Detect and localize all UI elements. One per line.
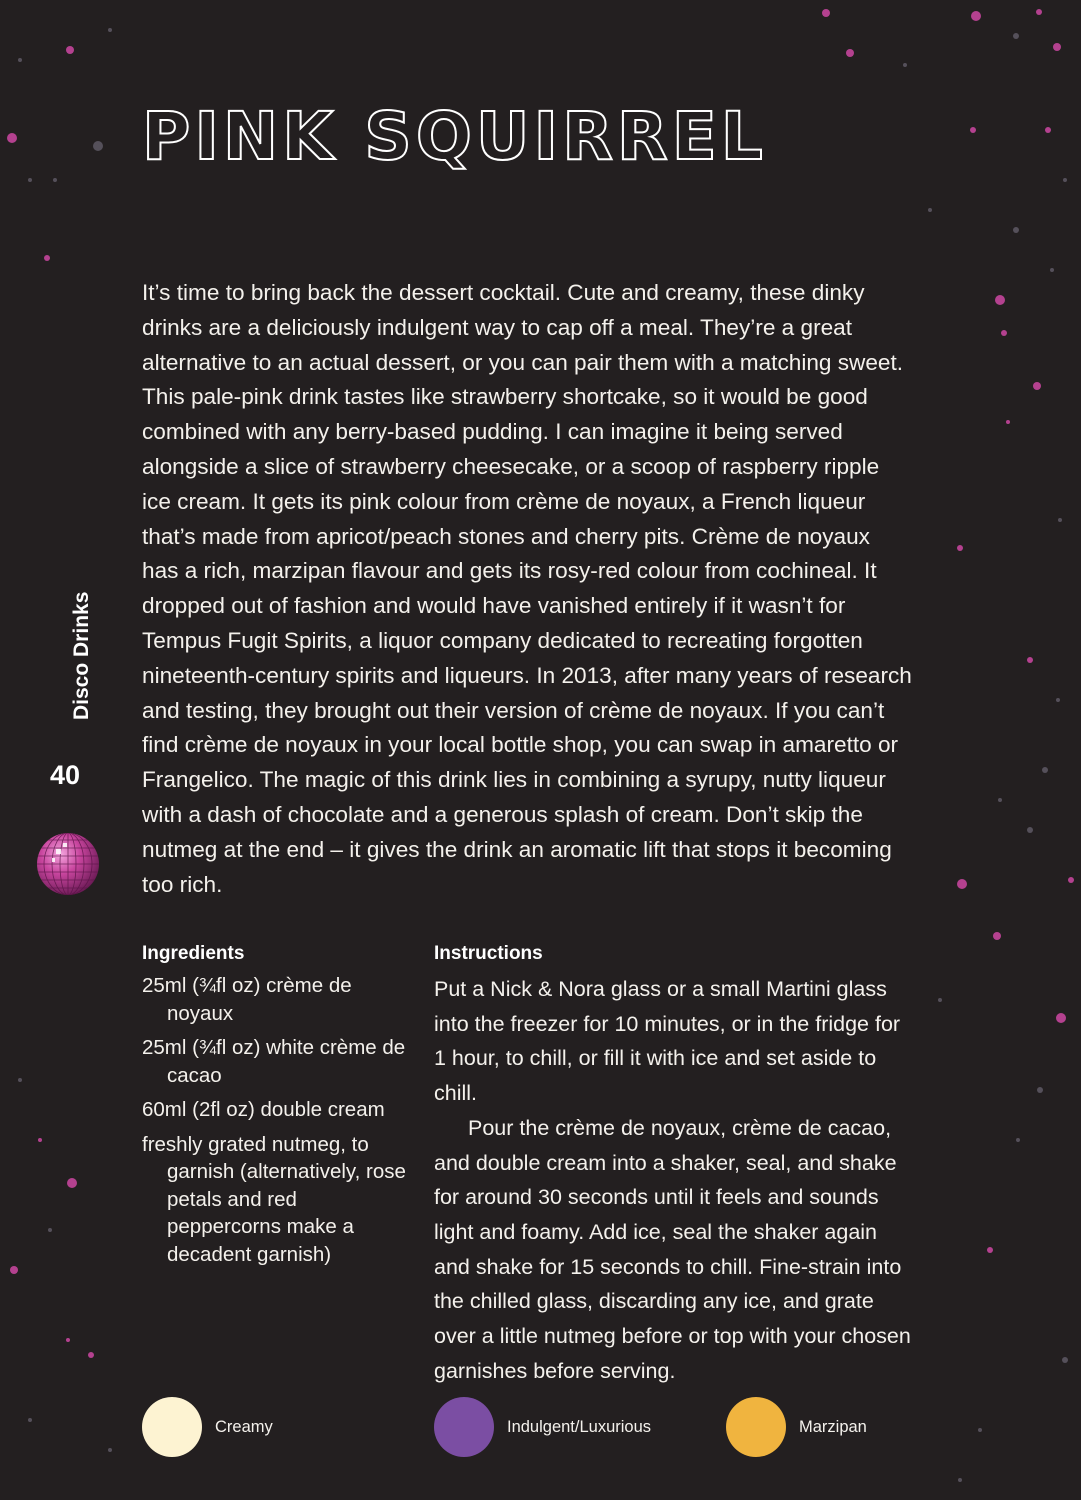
recipe-intro: It’s time to bring back the dessert cocktail. Cute and creamy, these dinky drinks are a deliciously indulgent way to cap off a meal. They’re a great alternative to an actual dessert, or you can pair them with a matching sweet. This pale-pink drink tastes like strawberry shortcake, so it would be good combined with any berry-based pudding. I can imagine it being served alongside a slice of strawberry cheesecake, or a scoop of raspberry ripple ice cream. It gets its pink colour from crème de noyaux, a French liqueur that’s made from apricot/peach stones and cherry pits. Crème de noyaux has a rich, marzipan flavour and gets its rosy-red colour from cochineal. It dropped out of fashion and would have vanished entirely if it wasn’t for Tempus Fugit Spirits, a liquor company dedicated to recreating forgotten nineteenth-century spirits and liqueurs. In 2013, after many years of research and testing, they brought out their version of crème de noyaux. If you can’t find crème de noyaux in your local bottle shop, you can swap in amaretto or Frangelico. The magic of this drink lies in combining a syrupy, nutty liqueur with a dash of chocolate and a generous splash of cream. Don’t skip the nutmeg at the end – it gives the drink an aromatic lift that stops it becoming too rich. [142, 280, 912, 897]
disco-ball-icon [36, 832, 100, 896]
ingredients-heading: Ingredients [142, 943, 245, 964]
ingredient-item: 25ml (¾fl oz) white crème de cacao [142, 1036, 406, 1087]
ingredients-section [142, 940, 412, 1275]
instructions-section [434, 940, 912, 1388]
flavour-label: Indulgent/Luxurious [507, 1417, 652, 1436]
flavour-creamy [142, 1397, 273, 1457]
ingredients-list [142, 972, 412, 1268]
flavour-label: Creamy [215, 1417, 273, 1436]
marzipan-swatch [726, 1397, 786, 1457]
flavour-indulgent [434, 1397, 651, 1457]
instruction-paragraph: Pour the crème de noyaux, crème de cacao, and double cream into a shaker, seal, and shake for around 30 seconds until it feels and sounds light and foamy. Add ice, seal the shaker again and shake for 15 seconds to chill. Fine-strain into the chilled glass, discarding any ice, and grate over a little nutmeg before or top with your chosen garnishes before serving. [434, 1115, 911, 1383]
flavour-label: Marzipan [799, 1417, 867, 1436]
ingredient-item: 25ml (¾fl oz) crème de noyaux [142, 974, 352, 1025]
section-label: Disco Drinks [70, 591, 93, 720]
flavour-marzipan [726, 1397, 867, 1457]
recipe-title: PINK SQUIRREL [142, 98, 767, 175]
indulgent-swatch [434, 1397, 494, 1457]
page-number: 40 [50, 760, 81, 790]
ingredient-item: freshly grated nutmeg, to garnish (alternatively, rose petals and red peppercorns make a decadent garnish) [142, 1132, 406, 1266]
instruction-paragraph: Put a Nick & Nora glass or a small Martini glass into the freezer for 10 minutes, or in the fridge for 1 hour, to chill, or fill it with ice and set aside to chill. [434, 977, 901, 1106]
instructions-heading: Instructions [434, 943, 543, 964]
creamy-swatch [142, 1397, 202, 1457]
ingredient-item: 60ml (2fl oz) double cream [142, 1098, 385, 1121]
